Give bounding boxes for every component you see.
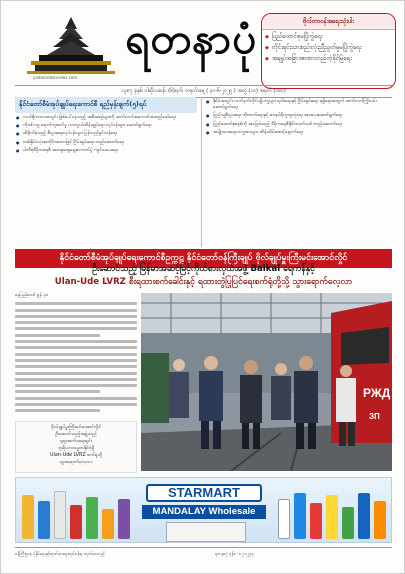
objective-item: ● ပြည်ထောင်စုစနစ်ကို အခြေခံသည့် ဒီမိုကရေစီနိုင်ငံတော်သစ် တည်ဆောက်ရေး xyxy=(205,122,392,128)
national-causes-box xyxy=(261,13,396,89)
footer-contact: ရတနာပုံ ဖုန်း - ၀၂-၁၂၃၄ xyxy=(215,551,254,556)
locomotive-logo: РЖД xyxy=(363,386,391,400)
objectives-column-right xyxy=(205,97,392,247)
newspaper-title: ရတနာပုံ xyxy=(125,14,257,63)
factory-visit-illustration xyxy=(141,293,392,471)
site-url[interactable]: yadanarbonnews.com xyxy=(33,75,78,80)
masthead xyxy=(15,11,392,83)
page-footer xyxy=(15,547,392,556)
highlight-line: Ulan-Ude LVRZ စက်ရုံသို့ xyxy=(50,453,102,458)
highlight-line: ဦးဆောင်သည့်အဖွဲ့သည် xyxy=(55,432,97,437)
objective-item: ● တစ်နိုင်ငံလုံးအတိုင်းအတာဖြင့် ငြိမ်းချမ်းရေး တည်ဆောက်ရေး xyxy=(15,140,197,146)
objective-item: ● လက်ရှိကာလအတွင်း ဖြစ်ပေါ်နေသည့် အစီအစဉ်များကို ဆက်လက်အကောင်အထည်ဖော်ရေး xyxy=(15,115,197,121)
objective-item: ● နိုင်ငံအတွင်း လက်နက်ကိုင်ပဋိပက္ခများ ရပ်စဲရေးနှင့် ငြိမ်းချမ်းရေး ရရှိရေးအတွက် ဆက်လက်ကြိုးပမ်းဆောင်ရွက်ရေး xyxy=(205,99,392,111)
objective-item: ● ကိုဗစ်-၁၉ ရောဂါကူးစက်မှု ကာကွယ်ထိန်းချုပ်ရေး လုပ်ငန်းများ ဆောင်ရွက်ရေး xyxy=(15,123,197,129)
footer-publisher: ဝန်ကြီးဌာန ပုံနှိပ်ရေးနှင့်ထုတ်ဝေရေးလုပ်ငန်းမှ ထုတ်ဝေသည် xyxy=(15,551,106,556)
store-front-image xyxy=(166,522,246,542)
locomotive-number: ЗП xyxy=(369,412,380,421)
lead-headline-line-3[interactable]: Ulan-Ude LVRZ စီးရထားစက်ခေါင်းနှင့် ရထားတွဲပြုပြင်ရေးစက်ရုံတို့သို့ သွားရောက်လေ့လာ xyxy=(54,277,353,287)
ad-brand-name: STARMART xyxy=(146,484,262,502)
article-byline: နေပြည်တော် ဇွန် ၃၀ xyxy=(15,293,49,298)
highlight-line: ဘူရီယာသမ္မတနိုင်ငံရှိ xyxy=(57,446,95,451)
objective-item: ● ထိခိုက်ခဲ့သည့် စီးပွားရေးလုပ်ငန်းများ ပြန်လည်ရှင်သန်ရေး xyxy=(15,131,197,137)
highlight-line: ရုရှားဖက်ဒရေးရှင်း xyxy=(60,439,92,444)
palace-emblem-icon xyxy=(25,15,117,75)
objective-item: ● ပါတီစုံဒီမိုကရေစီ အထွေထွေရွေးကောက်ပွဲ ကျင်းပပေးရေး xyxy=(15,148,197,154)
national-cause-item: ◆ တိုင်းရင်းသားစည်းလုံးညီညွတ်မှုမပြိုကွဲရေး xyxy=(262,41,395,52)
lead-headline-banner[interactable]: နိုင်ငံတော်စီမံအုပ်ချုပ်ရေးကောင်စီဥက္ကဋ္ဌ နိုင်ငံတော်ဝန်ကြီးချုပ် ဗိုလ်ချုပ်မှူးကြီးမင်းအောင်လှိုင် xyxy=(15,249,392,268)
lead-photo[interactable] xyxy=(141,293,392,471)
highlight-line: သွားရောက်လေ့လာ xyxy=(59,460,93,465)
objective-item: ● အမျိုးသားရေးလက္ခဏာများ ထိန်းသိမ်းစောင့်ရှောက်ရေး xyxy=(205,130,392,136)
highlight-line: ဗိုလ်ချုပ်မှူးကြီးမင်းအောင်လှိုင် xyxy=(50,425,102,430)
dateline: ၁၃၈၇ ခုနှစ်၊ ဝါဆိုလဆန်း (၆)ရက်၊ တနင်္လာနေ့ ( ၃၀-၆-၂၀၂၅ ) အတွဲ (၁၀) အမှတ် (၁၈၀) xyxy=(15,85,392,98)
column-divider xyxy=(201,97,202,247)
lead-headline-line-2[interactable]: ဦးဆောင်သည့် မြန်မာအဆင့်မြင့်ကိုယ်စားလှယ်အဖွဲ့ Baikal ရေကန်နှင့် xyxy=(92,264,315,274)
objectives-heading: နိုင်ငံတော်စီမံအုပ်ချုပ်ရေးကောင်စီ ရည်မှန်းချက်(၅)ရပ် xyxy=(15,97,197,113)
article-highlight-box xyxy=(15,421,137,473)
national-causes-heading: ဗိုလ်တာဝန်အရေးသုံးပါး xyxy=(262,14,395,30)
national-cause-item: ◆ ပြည်ထောင်စုမပြိုကွဲရေး xyxy=(262,30,395,41)
objective-item: ● ပြည်သူ့စီးပွားရေး တိုးတက်ရေးနှင့် စားနပ်ရိက္ခာဖူလုံရေး အားပေးဆောင်ရွက်ရေး xyxy=(205,113,392,119)
objectives-column-left xyxy=(15,97,197,247)
ad-subtitle: MANDALAY Wholesale xyxy=(142,505,266,519)
starmart-advertisement[interactable] xyxy=(15,477,392,543)
national-cause-item: ◆ အချုပ်အခြာအာဏာတည်တံ့ခိုင်မြဲရေး xyxy=(262,52,395,63)
